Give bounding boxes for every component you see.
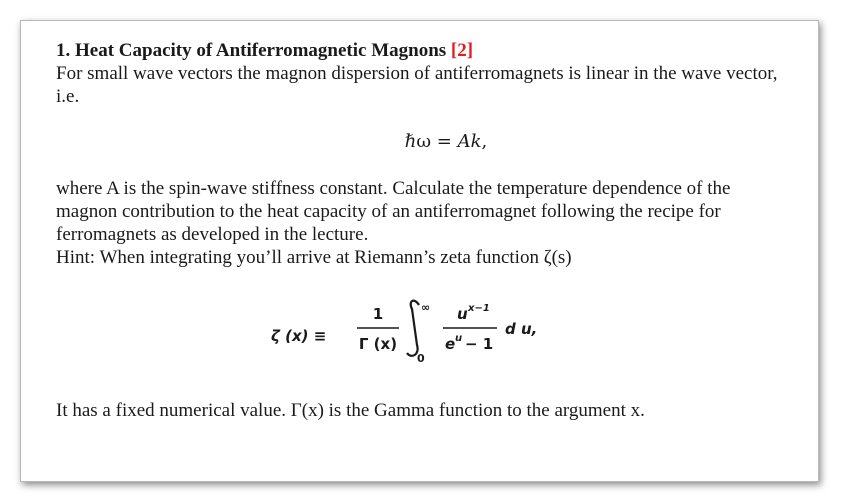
zeta-coef-den: Γ (x) [358,335,398,353]
integrand-den-tail: − 1 [465,335,494,353]
zeta-lhs: ζ (x) ≡ [271,327,327,345]
integrand-den-exp: u [455,333,463,344]
zeta-coef-num: 1 [372,305,384,323]
integrand-num: u [457,305,468,323]
hint-text: Hint: When integrating you’ll arrive at Riemann’s zeta function ζ(s) [56,247,572,268]
problem-content [56,39,796,422]
description-text: where A is the spin-wave stiffness constant. Calculate the temperature dependence of the magnon contribution to the heat capacity of an antiferromagnet following the recipe for ferromagnets as developed in the lecture. [56,178,731,245]
integral-lower: 0 [417,352,425,365]
reference-link[interactable]: [2] [450,40,474,61]
closing-text: It has a fixed numerical value. Γ(x) is the Gamma function to the argument x. [56,400,645,421]
zeta-formula [56,287,796,373]
integrand-diff: d u, [505,320,538,338]
zeta-formula-svg [271,287,571,373]
dispersion-equation [56,130,796,153]
integrand-den-base: e [445,335,456,353]
problem-heading [56,39,796,62]
dispersion-tail: , [481,131,488,152]
heading-text: 1. Heat Capacity of Antiferromagnetic Magnons [56,40,447,61]
integral-upper: ∞ [421,301,431,314]
dispersion-lhs: ℏω [404,131,432,152]
intro-text: For small wave vectors the magnon dispersion of antiferromagnets is linear in the wave vector, i.e. [56,63,778,107]
dispersion-rhs: Ak [457,131,482,152]
integrand-num-exp: x−1 [468,303,490,314]
integral-sign [407,301,419,356]
problem-card [20,20,819,482]
dispersion-eq: = [431,131,458,152]
